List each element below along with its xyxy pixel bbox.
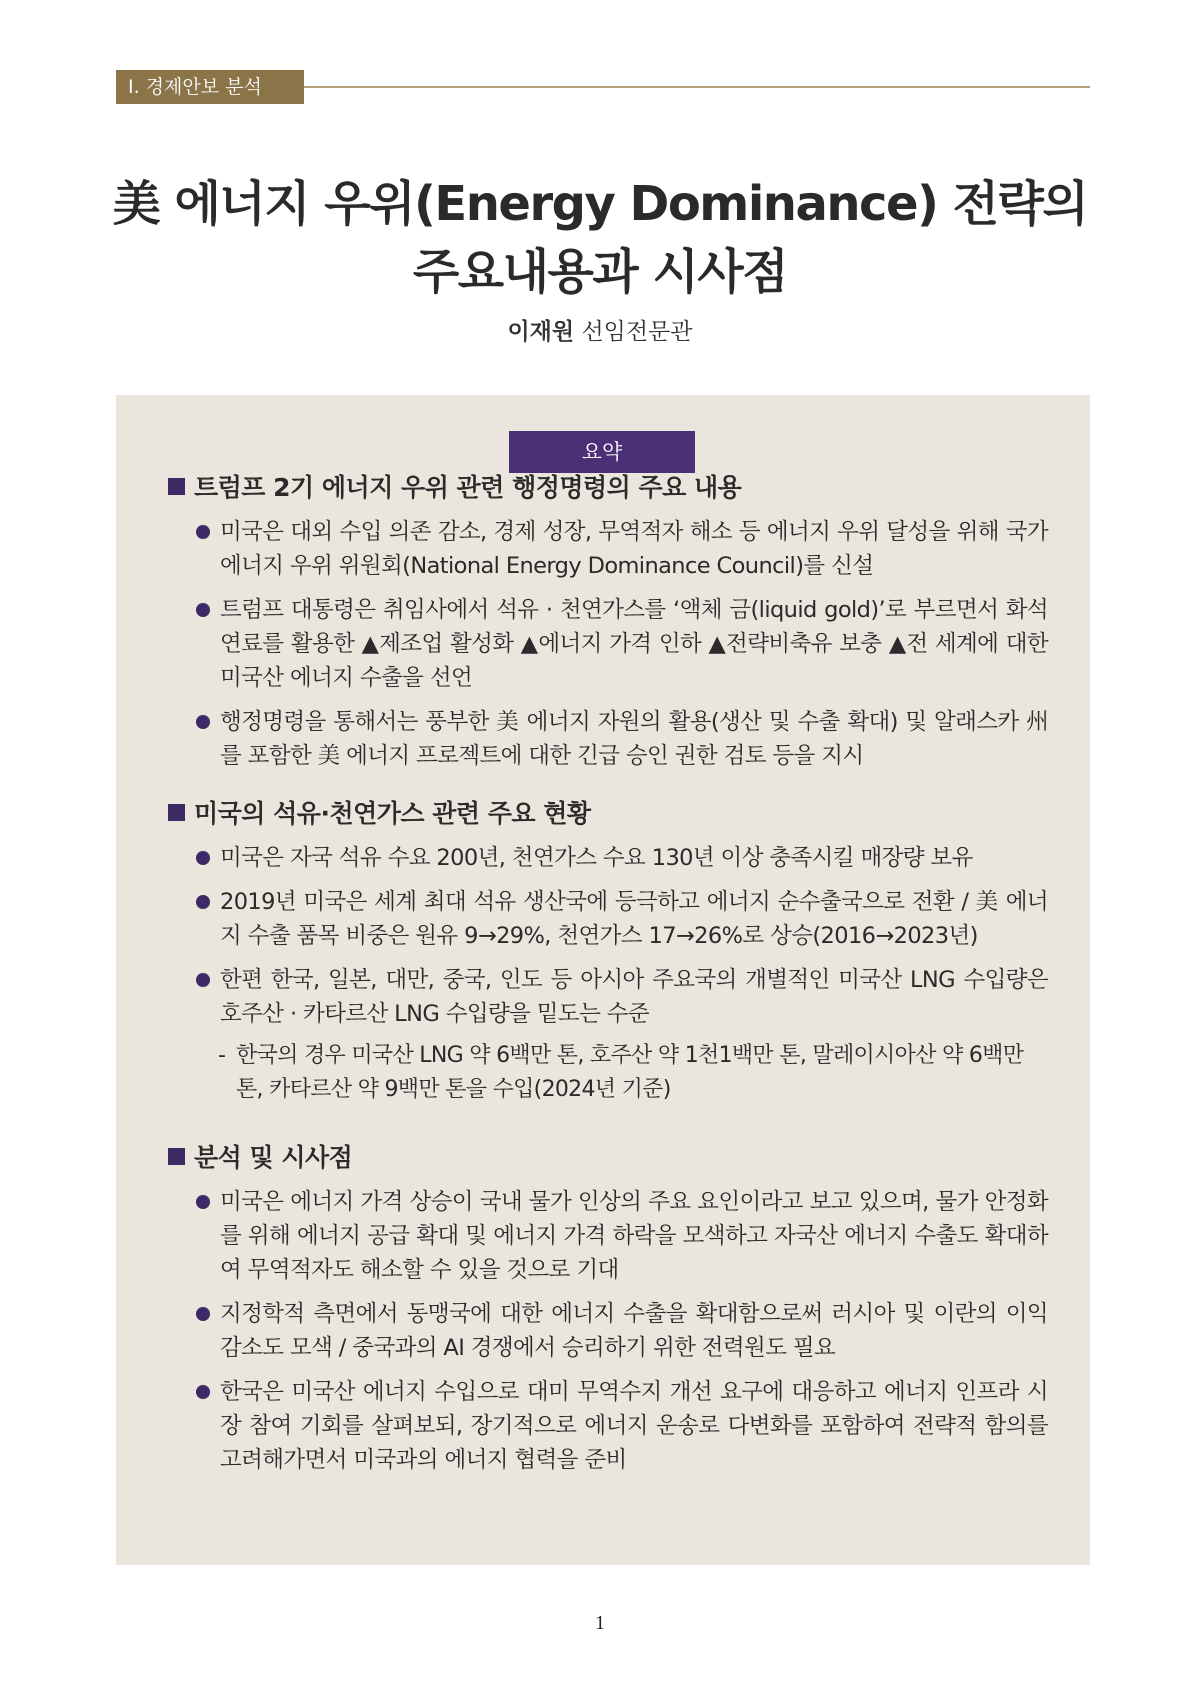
sub-list-item xyxy=(168,1039,1048,1107)
circle-bullet-icon xyxy=(196,603,210,617)
section-heading xyxy=(168,471,1048,505)
list-item xyxy=(168,841,1048,875)
header-rule xyxy=(304,86,1090,88)
square-bullet-icon xyxy=(168,804,185,821)
section-heading-text: 미국의 석유·천연가스 관련 주요 현황 xyxy=(194,799,591,828)
list-item xyxy=(168,1375,1048,1477)
section-heading-text: 분석 및 시사점 xyxy=(194,1143,353,1172)
list-item xyxy=(168,515,1048,583)
summary-section-2 xyxy=(168,797,1048,1107)
list-item-text: 미국은 에너지 가격 상승이 국내 물가 인상의 주요 요인이라고 보고 있으며, 물가 안정화를 위해 에너지 공급 확대 및 에너지 가격 하락을 모색하고 자국산 에너지 수출도 확대하여 무역적자도 해소할 수 있을 것으로 기대 xyxy=(220,1189,1048,1283)
list-item-text: 2019년 미국은 세계 최대 석유 생산국에 등극하고 에너지 순수출국으로 전환 / 美 에너지 수출 품목 비중은 원유 9→29%, 천연가스 17→26%로 상승(2016→2023년) xyxy=(220,889,1048,949)
circle-bullet-icon xyxy=(196,851,210,865)
title-line-1: 美 에너지 우위(Energy Dominance) 전략의 xyxy=(112,176,1088,232)
square-bullet-icon xyxy=(168,478,185,495)
section-heading-text: 트럼프 2기 에너지 우위 관련 행정명령의 주요 내용 xyxy=(194,473,742,502)
circle-bullet-icon xyxy=(196,1385,210,1399)
list-item xyxy=(168,1185,1048,1287)
dash-bullet: - xyxy=(218,1043,226,1068)
author-name: 이재원 xyxy=(507,319,575,345)
summary-badge: 요약 xyxy=(509,431,695,473)
author-line xyxy=(0,313,1200,346)
list-item xyxy=(168,1297,1048,1365)
section-tag: Ⅰ. 경제안보 분석 xyxy=(116,70,304,104)
circle-bullet-icon xyxy=(196,895,210,909)
section-heading xyxy=(168,1141,1048,1175)
list-item-text: 미국은 대외 수입 의존 감소, 경제 성장, 무역적자 해소 등 에너지 우위 달성을 위해 국가 에너지 우위 위원회(National Energy Dominance Council)를 신설 xyxy=(220,519,1048,579)
sub-list-item-text: 한국의 경우 미국산 LNG 약 6백만 톤, 호주산 약 1천1백만 톤, 말레이시아산 약 6백만 톤, 카타르산 약 9백만 톤을 수입(2024년 기준) xyxy=(236,1043,1024,1102)
summary-section-3 xyxy=(168,1141,1048,1477)
list-item-text: 행정명령을 통해서는 풍부한 美 에너지 자원의 활용(생산 및 수출 확대) 및 알래스카 州를 포함한 美 에너지 프로젝트에 대한 긴급 승인 권한 검토 등을 지시 xyxy=(220,709,1048,769)
circle-bullet-icon xyxy=(196,1307,210,1321)
square-bullet-icon xyxy=(168,1148,185,1165)
circle-bullet-icon xyxy=(196,973,210,987)
summary-section-1 xyxy=(168,471,1048,773)
list-item-text: 한편 한국, 일본, 대만, 중국, 인도 등 아시아 주요국의 개별적인 미국산 LNG 수입량은 호주산 · 카타르산 LNG 수입량을 밑도는 수준 xyxy=(220,967,1048,1027)
title-line-2: 주요내용과 시사점 xyxy=(412,244,788,300)
list-item xyxy=(168,885,1048,953)
summary-box xyxy=(116,395,1090,1565)
list-item-text: 한국은 미국산 에너지 수입으로 대미 무역수지 개선 요구에 대응하고 에너지 인프라 시장 참여 기회를 살펴보되, 장기적으로 에너지 운송로 다변화를 포함하여 전략적 함의를 고려해가면서 미국과의 에너지 협력을 준비 xyxy=(220,1379,1048,1473)
page-title xyxy=(0,170,1200,306)
list-item-text: 트럼프 대통령은 취임사에서 석유 · 천연가스를 ‘액체 금(liquid gold)’로 부르면서 화석연료를 활용한 ▲제조업 활성화 ▲에너지 가격 인하 ▲전략비축유 보충 ▲전 세계에 대한 미국산 에너지 수출을 선언 xyxy=(220,597,1048,691)
circle-bullet-icon xyxy=(196,525,210,539)
list-item xyxy=(168,705,1048,773)
page-number: 1 xyxy=(595,1612,605,1634)
list-item-text: 미국은 자국 석유 수요 200년, 천연가스 수요 130년 이상 충족시킬 매장량 보유 xyxy=(220,845,973,871)
list-item xyxy=(168,963,1048,1031)
circle-bullet-icon xyxy=(196,1195,210,1209)
author-role: 선임전문관 xyxy=(581,319,693,345)
list-item xyxy=(168,593,1048,695)
section-heading xyxy=(168,797,1048,831)
list-item-text: 지정학적 측면에서 동맹국에 대한 에너지 수출을 확대함으로써 러시아 및 이란의 이익 감소도 모색 / 중국과의 AI 경쟁에서 승리하기 위한 전력원도 필요 xyxy=(220,1301,1048,1361)
circle-bullet-icon xyxy=(196,715,210,729)
